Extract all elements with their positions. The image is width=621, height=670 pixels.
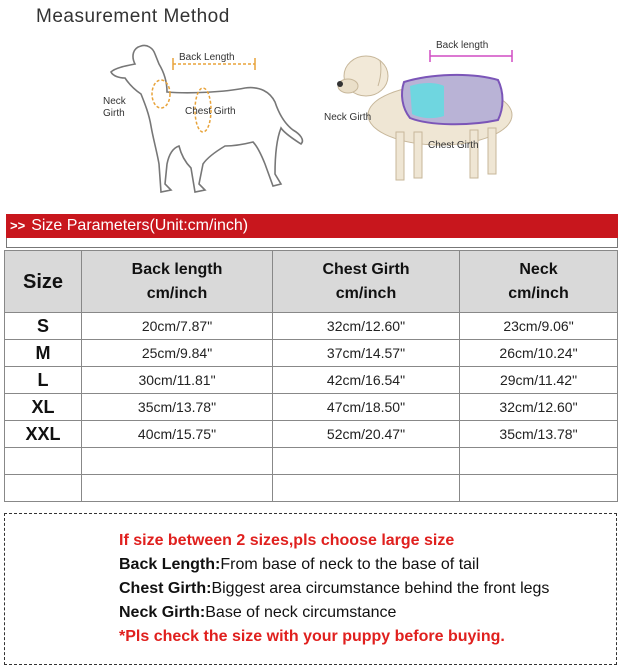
chest-girth-cell: 52cm/20.47" bbox=[273, 421, 460, 448]
header-back-length-unit: cm/inch bbox=[146, 284, 208, 302]
banner-spacer-row bbox=[6, 238, 618, 248]
header-chest-girth-unit: cm/inch bbox=[335, 284, 397, 302]
header-back-length bbox=[82, 251, 273, 313]
size-table bbox=[4, 250, 618, 502]
neck-label-line1: Neck bbox=[103, 96, 126, 107]
empty-cell bbox=[460, 448, 618, 475]
header-chest-girth-title: Chest Girth bbox=[322, 260, 410, 278]
dog-outline-figure bbox=[95, 34, 310, 209]
banner-arrows: >> bbox=[10, 218, 26, 233]
neck-cell: 35cm/13.78" bbox=[460, 421, 618, 448]
neck-cell: 32cm/12.60" bbox=[460, 394, 618, 421]
header-size: Size bbox=[5, 251, 82, 313]
note-chest-term: Chest Girth: bbox=[119, 580, 212, 597]
empty-cell bbox=[273, 475, 460, 502]
note-back-term: Back Length: bbox=[119, 556, 221, 573]
neck-cell: 23cm/9.06" bbox=[460, 313, 618, 340]
note-large-size: If size between 2 sizes,pls choose large size bbox=[119, 532, 455, 549]
back-length-label-right: Back length bbox=[436, 40, 489, 51]
empty-cell bbox=[5, 475, 82, 502]
note-warning: *Pls check the size with your puppy before buying. bbox=[119, 628, 505, 645]
empty-cell bbox=[5, 448, 82, 475]
header-back-length-title: Back length bbox=[131, 260, 223, 278]
header-neck-title: Neck bbox=[519, 260, 558, 278]
note-chest-desc: Biggest area circumstance behind the front legs bbox=[211, 580, 550, 597]
size-cell: XXL bbox=[5, 421, 82, 448]
empty-cell bbox=[460, 475, 618, 502]
back-length-cell: 25cm/9.84" bbox=[82, 340, 273, 367]
neck-girth-label-right: Neck Girth bbox=[324, 112, 372, 123]
size-cell: L bbox=[5, 367, 82, 394]
page-title: Measurement Method bbox=[36, 6, 230, 27]
note-neck-term: Neck Girth: bbox=[119, 604, 206, 621]
table-row bbox=[5, 340, 618, 367]
back-length-cell: 20cm/7.87" bbox=[82, 313, 273, 340]
size-cell: XL bbox=[5, 394, 82, 421]
empty-table-row bbox=[5, 475, 618, 502]
banner-title: Size Parameters(Unit:cm/inch) bbox=[31, 217, 249, 234]
notes-box bbox=[4, 513, 617, 665]
note-back-length bbox=[119, 556, 479, 574]
empty-table-row bbox=[5, 448, 618, 475]
header-chest-girth bbox=[273, 251, 460, 313]
empty-cell bbox=[82, 448, 273, 475]
back-length-label: Back Length bbox=[179, 52, 235, 63]
chest-girth-cell: 42cm/16.54" bbox=[273, 367, 460, 394]
table-row bbox=[5, 313, 618, 340]
neck-label-line2: Girth bbox=[103, 108, 125, 119]
back-length-cell: 40cm/15.75" bbox=[82, 421, 273, 448]
back-length-cell: 35cm/13.78" bbox=[82, 394, 273, 421]
size-parameters-banner bbox=[6, 214, 618, 238]
note-neck-girth bbox=[119, 604, 396, 622]
chest-girth-cell: 47cm/18.50" bbox=[273, 394, 460, 421]
table-row bbox=[5, 421, 618, 448]
chest-girth-label-right: Chest Girth bbox=[428, 140, 479, 151]
empty-cell bbox=[82, 475, 273, 502]
header-neck bbox=[460, 251, 618, 313]
chest-girth-cell: 32cm/12.60" bbox=[273, 313, 460, 340]
size-cell: M bbox=[5, 340, 82, 367]
header-neck-unit: cm/inch bbox=[508, 284, 569, 302]
neck-cell: 26cm/10.24" bbox=[460, 340, 618, 367]
table-row bbox=[5, 394, 618, 421]
dog-photo-figure bbox=[320, 20, 535, 195]
back-length-cell: 30cm/11.81" bbox=[82, 367, 273, 394]
neck-cell: 29cm/11.42" bbox=[460, 367, 618, 394]
size-cell: S bbox=[5, 313, 82, 340]
note-back-desc: From base of neck to the base of tail bbox=[220, 556, 480, 573]
empty-cell bbox=[273, 448, 460, 475]
table-header-row bbox=[5, 251, 618, 313]
chest-girth-cell: 37cm/14.57" bbox=[273, 340, 460, 367]
note-chest-girth bbox=[119, 580, 549, 598]
table-row bbox=[5, 367, 618, 394]
note-neck-desc: Base of neck circumstance bbox=[205, 604, 397, 621]
chest-girth-label: Chest Girth bbox=[185, 106, 236, 117]
